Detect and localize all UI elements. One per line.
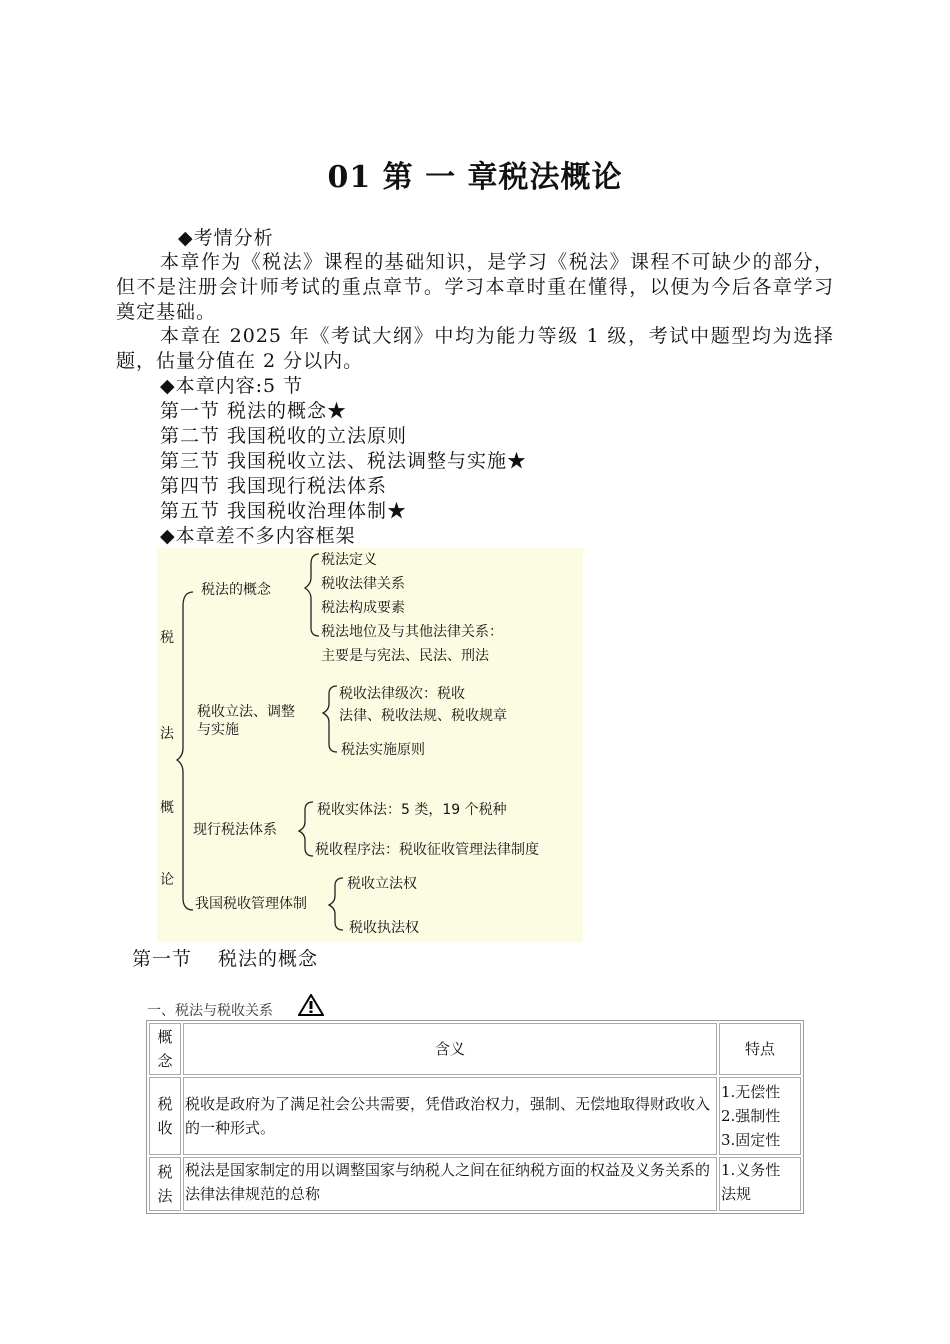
- features-cell: [719, 1157, 801, 1211]
- leaf-label: 主要是与宪法、民法、刑法: [321, 648, 489, 664]
- root-char: 概: [160, 800, 174, 816]
- branch-label: 税法的概念: [201, 582, 271, 598]
- leaf-label: 法律、税收法规、税收规章: [339, 708, 507, 724]
- term-cell: 税收: [149, 1077, 181, 1155]
- features-cell: [719, 1077, 801, 1155]
- section-list-item: 第二节 我国税收的立法原则: [160, 425, 408, 447]
- section-list-item: 第五节 我国税收治理体制★: [160, 500, 408, 522]
- section-list-item: 第四节 我国现行税法体系: [160, 475, 388, 497]
- framework-heading: ◆本章差不多内容框架: [160, 525, 356, 547]
- table-row: [149, 1077, 801, 1155]
- branch-label: 我国税收管理体制: [195, 896, 307, 912]
- leaf-label: 税收立法权: [347, 876, 417, 892]
- feature-item: 1.义务性: [721, 1161, 781, 1179]
- root-char: 论: [160, 872, 174, 888]
- section-list-item: 第三节 我国税收立法、税法调整与实施★: [160, 450, 528, 472]
- leaf-label: 税法定义: [321, 552, 377, 568]
- branch-label: 与实施: [197, 722, 239, 738]
- leaf-label: 税收执法权: [349, 920, 419, 936]
- intro-paragraph-2: 本章在 2025 年《考试大纲》中均为能力等级 1 级，考试中题型均为选择题，估量分值在 2 分以内。: [116, 325, 834, 372]
- content-heading: ◆本章内容:5 节: [160, 375, 304, 397]
- term-cell: 税法: [149, 1157, 181, 1211]
- table-header-cell: 概念: [149, 1023, 181, 1075]
- intro-paragraph-1: 本章作为《税法》课程的基础知识，是学习《税法》课程不可缺少的部分，但不是注册会计师考试的重点章节。学习本章时重在懂得，以便为今后各章学习奠定基础。: [116, 251, 834, 323]
- subheading: 一、税法与税收关系: [147, 1003, 273, 1019]
- table-header-row: [149, 1023, 801, 1075]
- meaning-cell: 税法是国家制定的用以调整国家与纳税人之间在征纳税方面的权益及义务关系的法律法律规范的总称: [183, 1157, 717, 1211]
- section-heading: [132, 944, 344, 971]
- feature-item: 2.强制性: [721, 1107, 781, 1125]
- section-list-item: 第一节 税法的概念★: [160, 400, 348, 422]
- table-row: [149, 1157, 801, 1211]
- feature-item: 1.无偿性: [721, 1083, 781, 1101]
- leaf-label: 税收法律关系: [321, 576, 405, 592]
- root-char: 税: [160, 630, 174, 646]
- branch-label: 税收立法、调整: [197, 704, 295, 720]
- chapter-title: 01 第 一 章税法概论: [327, 160, 623, 195]
- branch-label: 现行税法体系: [193, 822, 277, 838]
- leaf-label: 税法构成要素: [321, 600, 405, 616]
- section-name: 税法的概念: [218, 948, 319, 970]
- leaf-label: 税法实施原则: [341, 742, 425, 758]
- warning-icon: [298, 994, 324, 1016]
- meaning-cell: 税收是政府为了满足社会公共需要，凭借政治权力，强制、无偿地取得财政收入的一种形式。: [183, 1077, 717, 1155]
- feature-item: 法规: [721, 1185, 752, 1203]
- tax-concept-table: [146, 1020, 804, 1214]
- leaf-label: 税收程序法：税收征收管理法律制度: [315, 842, 539, 858]
- table-header-cell: 特点: [719, 1023, 801, 1075]
- root-char: 法: [160, 726, 174, 742]
- leaf-label: 税收实体法：5 类，19 个税种: [317, 802, 507, 818]
- leaf-label: 税收法律级次：税收: [339, 686, 465, 702]
- section-number: 第一节: [132, 948, 193, 970]
- leaf-label: 税法地位及与其他法律关系：: [321, 624, 503, 640]
- exam-analysis-heading: ◆考情分析: [178, 227, 274, 249]
- content-framework-diagram: [157, 548, 583, 942]
- table-header-cell: 含义: [183, 1023, 717, 1075]
- feature-item: 3.固定性: [721, 1131, 781, 1149]
